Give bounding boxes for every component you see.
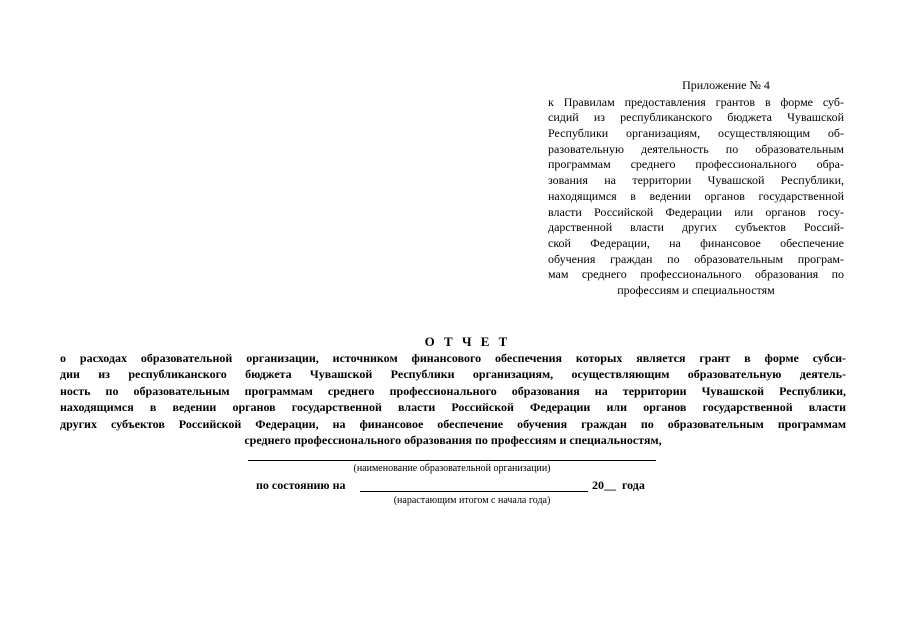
asof-prefix: по состоянию на [256,478,346,492]
asof-suffix: года [622,478,645,492]
annex-line: мам среднего профессионального образования по [548,267,844,282]
annex-title: Приложение № 4 [682,78,770,92]
asof-date-field[interactable] [360,491,588,492]
annex-line: находящимся в ведении органов государственной [548,188,844,203]
annex-line: дарственной власти других субъектов Россий- [548,220,844,235]
annex-line: сидий из республиканского бюджета Чувашской [548,110,844,125]
report-line: других субъектов Российской Федерации, на финансовое обеспечение обучения граждан по образовательным программам [60,416,846,431]
annex-line: программам среднего профессионального обра- [548,157,844,172]
report-title: О Т Ч Е Т [424,334,511,349]
report-description [60,350,846,448]
annex-line: власти Российской Федерации или органов госу- [548,204,844,219]
annex-line: зования на территории Чувашской Республики, [548,173,844,188]
report-line: дии из республиканского бюджета Чувашской Республики организациям, осуществляющим образовательную деятель- [60,367,846,382]
annex-block [548,78,844,299]
annex-line: ской Федерации, на финансовое обеспечение [548,235,844,250]
report-line: ность по образовательным программам среднего профессионального образования на территории Чувашской Республики, [60,383,846,398]
organization-name-caption: (наименование образовательной организации) [353,463,551,474]
organization-name-field[interactable] [248,460,656,461]
asof-caption: (нарастающим итогом с начала года) [393,495,551,506]
report-line: среднего профессионального образования по профессиям и специальностям, [244,432,662,447]
annex-line: Республики организациям, осуществляющим об- [548,126,844,141]
asof-year: 20__ [592,478,616,492]
annex-line: разовательную деятельность по образовательным [548,141,844,156]
annex-line: к Правилам предоставления грантов в форме суб- [548,94,844,109]
annex-line: обучения граждан по образовательным програм- [548,251,844,266]
report-line: находящимся в ведении органов государственной власти Российской Федерации или органов государственной власти [60,400,846,415]
annex-line: профессиям и специальностям [617,282,775,297]
report-line: о расходах образовательной организации, источником финансового обеспечения которых является грант в форме субси- [60,351,846,365]
